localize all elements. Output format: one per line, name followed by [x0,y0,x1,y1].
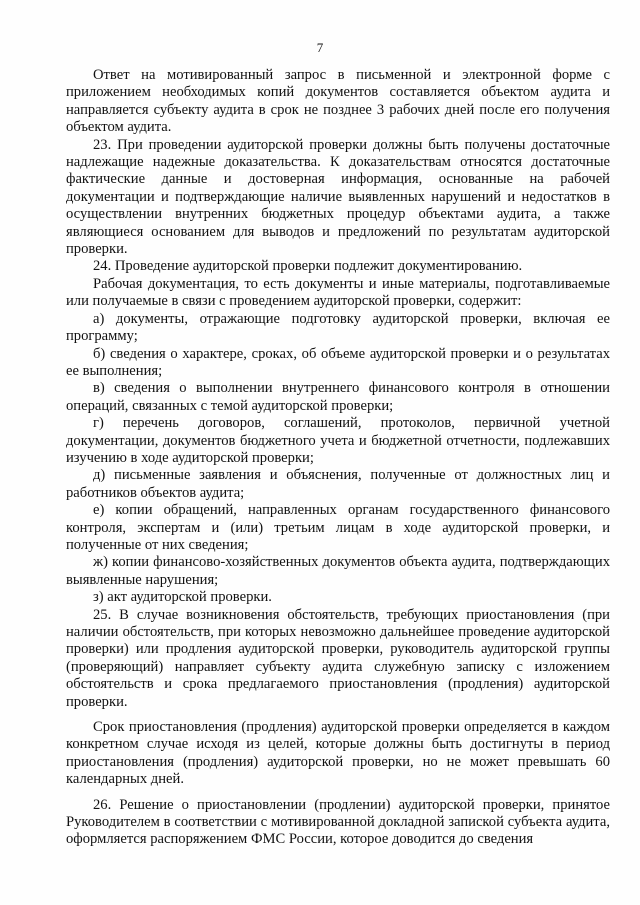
list-item-d: д) письменные заявления и объяснения, полученные от должностных лиц и работников объектов аудита; [66,467,610,501]
document-body [66,67,610,849]
paragraph-working-documentation: Рабочая документация, то есть документы и иные материалы, подготавливаемые или получаемые в связи с проведением аудиторской проверки, содержит: [66,275,610,310]
paragraph-23-evidence: 23. При проведении аудиторской проверки должны быть получены достаточные надлежащие надежные доказательства. К доказательствам относятся достаточные фактические данные и достоверная информация, основанные на рабочей документации и подтверждающие наличие выявленных нарушений и недостатков в осуществлении внутренних бюджетных процедур объектами аудита, а также являющиеся основанием для выводов и предложений по результатам аудиторской проверки. [66,136,610,258]
list-item-g: г) перечень договоров, соглашений, протоколов, первичной учетной документации, документов бюджетного учета и бюджетной отчетности, подлежавших изучению в ходе аудиторской проверки; [66,415,610,466]
list-item-b: б) сведения о характере, сроках, об объеме аудиторской проверки и о результатах ее выполнения; [66,345,610,379]
paragraph-response-to-request: Ответ на мотивированный запрос в письменной и электронной форме с приложением необходимых копий документов составляется объектом аудита и направляется субъекту аудита в срок не позднее 3 рабочих дней после его получения объектом аудита. [66,67,610,136]
paragraph-24-documentation: 24. Проведение аудиторской проверки подлежит документированию. [93,258,523,275]
list-item-zh: ж) копии финансово-хозяйственных документов объекта аудита, подтверждающих выявленные нарушения; [66,554,610,588]
list-item-z: з) акт аудиторской проверки. [93,589,272,606]
list-item-e: е) копии обращений, направленных органам государственного финансового контроля, экспертам и (или) третьим лицам в ходе аудиторской проверки, и полученные от них сведения; [66,502,610,553]
page-number: 7 [316,40,324,55]
list-item-a: а) документы, отражающие подготовку аудиторской проверки, включая ее программу; [66,310,610,345]
list-item-v: в) сведения о выполнении внутреннего финансового контроля в отношении операций, связанных с темой аудиторской проверки; [66,380,610,414]
paragraph-26-decision: 26. Решение о приостановлении (продлении) аудиторской проверки, принятое Руководителем в соответствии с мотивированной докладной запиской субъекта аудита, оформляется распоряжением ФМС России, которое доводится до сведения [66,796,610,848]
paragraph-25-suspension: 25. В случае возникновения обстоятельств, требующих приостановления (при наличии обстоятельств, при которых невозможно дальнейшее проведение аудиторской проверки) или продления аудиторской проверки, руководитель аудиторской группы (проверяющий) направляет субъекту аудита служебную записку с изложением обстоятельств и срока предлагаемого приостановления (продления) аудиторской проверки. [66,606,610,710]
paragraph-suspension-term: Срок приостановления (продления) аудиторской проверки определяется в каждом конкретном случае исходя из целей, которые должны быть достигнуты в период приостановления (продления) аудиторской проверки, но не может превышать 60 календарных дней. [66,719,610,788]
